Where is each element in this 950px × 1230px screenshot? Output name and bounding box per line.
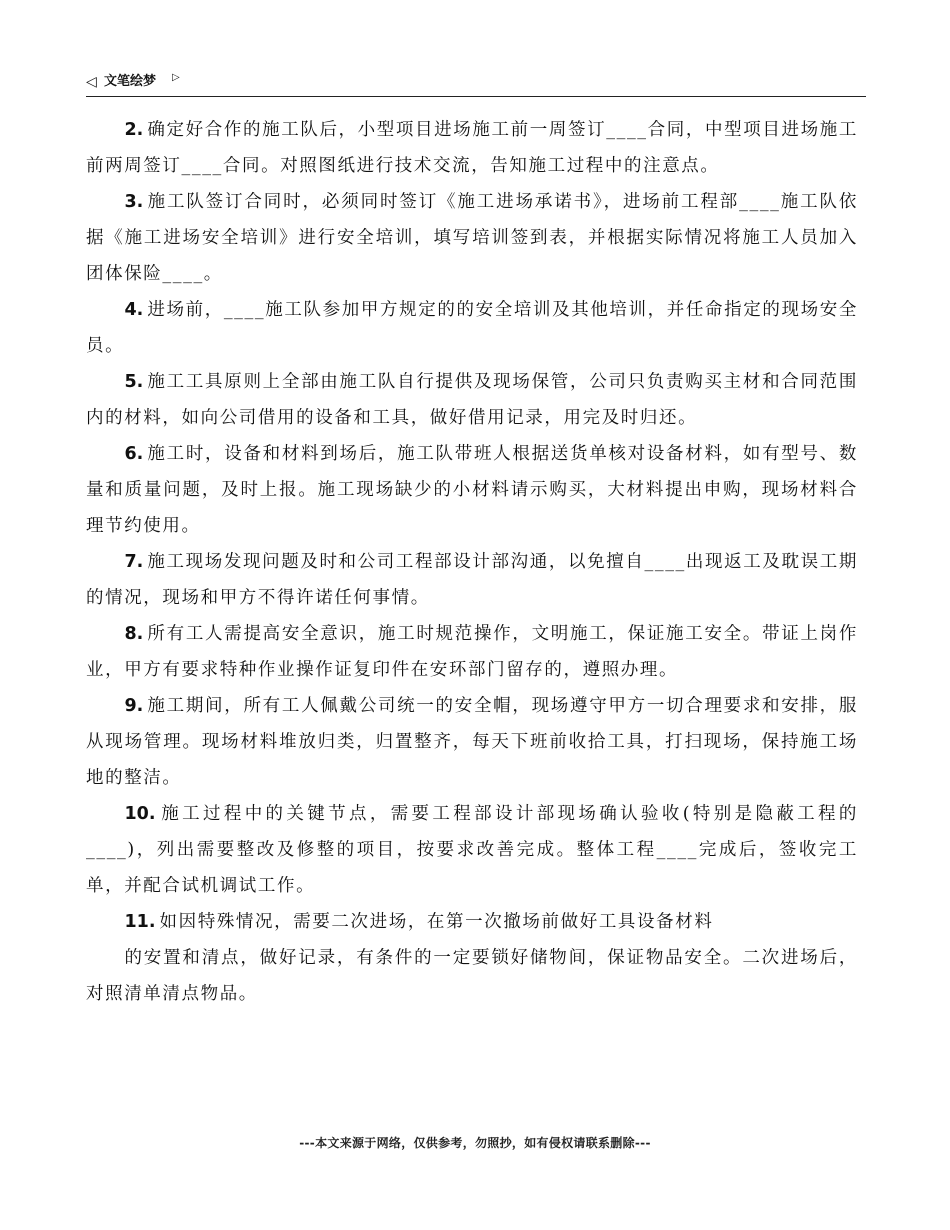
paragraph-8 <box>86 616 858 688</box>
page-footer: ---本文来源于网络，仅供参考，勿照抄，如有侵权请联系删除--- <box>299 1136 651 1150</box>
paragraph-7 <box>86 544 858 616</box>
item-number: 11. <box>124 912 156 932</box>
paragraph-6 <box>86 436 858 544</box>
paragraph-5 <box>86 364 858 436</box>
item-number: 10. <box>124 804 156 824</box>
paragraph-9 <box>86 688 858 796</box>
paragraph-11 <box>86 904 858 940</box>
paragraph-text: 施工工具原则上全部由施工队自行提供及现场保管，公司只负责购买主材和合同范围内的材料，如向公司借用的设备和工具，做好借用记录，用完及时归还。 <box>86 372 858 428</box>
item-number: 5. <box>124 372 144 392</box>
paragraph-text: 确定好合作的施工队后，小型项目进场施工前一周签订____合同，中型项目进场施工前两周签订____合同。对照图纸进行技术交流，告知施工过程中的注意点。 <box>86 120 858 176</box>
triangle-left-icon: ◁ <box>86 74 97 90</box>
paragraph-4 <box>86 292 858 364</box>
paragraph-text: 施工时，设备和材料到场后，施工队带班人根据送货单核对设备材料，如有型号、数量和质量问题，及时上报。施工现场缺少的小材料请示购买，大材料提出申购，现场材料合理节约使用。 <box>86 444 858 536</box>
paragraph-text: 如因特殊情况，需要二次进场，在第一次撤场前做好工具设备材料 <box>159 912 714 932</box>
paragraph-2 <box>86 112 858 184</box>
paragraph-11-continued: 的安置和清点，做好记录，有条件的一定要锁好储物间，保证物品安全。二次进场后，对照清单清点物品。 <box>86 948 858 1004</box>
page-header <box>86 70 866 97</box>
document-body <box>86 112 858 1012</box>
item-number: 7. <box>124 552 144 572</box>
item-number: 9. <box>124 696 144 716</box>
item-number: 3. <box>124 192 144 212</box>
paragraph-text: 施工过程中的关键节点，需要工程部设计部现场确认验收(特别是隐蔽工程的____)，列出需要整改及修整的项目，按要求改善完成。整体工程____完成后，签收完工单，并配合试机调试工作。 <box>86 804 858 896</box>
triangle-right-icon: ▷ <box>172 72 180 83</box>
brand-label: 文笔绘梦 <box>104 74 157 89</box>
paragraph-text: 所有工人需提高安全意识，施工时规范操作，文明施工，保证施工安全。带证上岗作业，甲方有要求特种作业操作证复印件在安环部门留存的，遵照办理。 <box>86 624 858 680</box>
item-number: 2. <box>124 120 144 140</box>
paragraph-10 <box>86 796 858 904</box>
item-number: 8. <box>124 624 144 644</box>
paragraph-text: 进场前，____施工队参加甲方规定的的安全培训及其他培训，并任命指定的现场安全员。 <box>86 300 858 356</box>
paragraph-text: 施工现场发现问题及时和公司工程部设计部沟通，以免擅自____出现返工及耽误工期的情况，现场和甲方不得许诺任何事情。 <box>86 552 858 608</box>
item-number: 6. <box>124 444 144 464</box>
paragraph-text: 施工期间，所有工人佩戴公司统一的安全帽，现场遵守甲方一切合理要求和安排，服从现场管理。现场材料堆放归类，归置整齐，每天下班前收拾工具，打扫现场，保持施工场地的整洁。 <box>86 696 858 788</box>
item-number: 4. <box>124 300 144 320</box>
paragraph-3 <box>86 184 858 292</box>
paragraph-text: 施工队签订合同时，必须同时签订《施工进场承诺书》，进场前工程部____施工队依据《施工进场安全培训》进行安全培训，填写培训签到表，并根据实际情况将施工人员加入团体保险____。 <box>86 192 858 284</box>
